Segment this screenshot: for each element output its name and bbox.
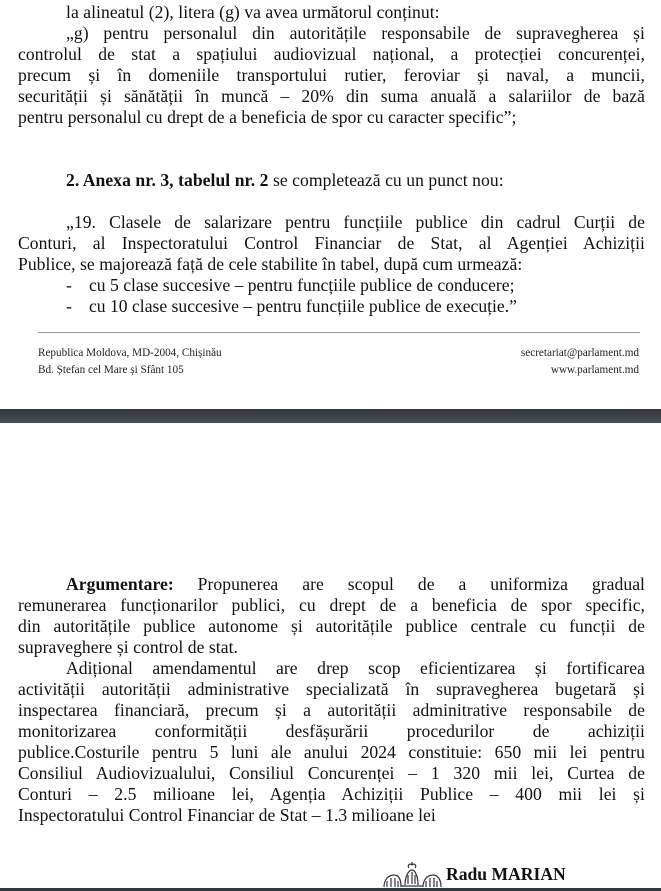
point-19-paragraph	[18, 212, 645, 275]
quote-g-line: pentru personalul cu drept de a beneficia de spor cu caracter specific”;	[18, 107, 517, 127]
section-2-heading-bold: 2. Anexa nr. 3, tabelul nr. 2	[66, 170, 269, 190]
argument-line: remunerarea funcționarilor publici, cu drept de a beneficia de spor specific,	[18, 595, 645, 615]
footer-address	[38, 345, 222, 379]
quote-g-paragraph	[18, 23, 645, 128]
footer-website-link[interactable]: www.parlament.md	[550, 364, 639, 376]
section-2-heading-rest: se completează cu un punct nou:	[268, 170, 504, 190]
page-separator	[0, 409, 661, 423]
argument-label: Argumentare:	[66, 574, 174, 594]
additional-line: inspectarea financiară, precum și a autorității adminitrative responsabile de	[18, 700, 645, 720]
signature-icon	[381, 862, 443, 888]
argument-line: supraveghere și control de stat.	[18, 637, 238, 657]
list-item	[66, 275, 515, 296]
additional-line: publice.Costurile pentru 5 luni ale anului 2024 constituie: 650 mii lei pentru	[18, 742, 645, 762]
list-item	[66, 296, 517, 317]
footer-address-line-1: Republica Moldova, MD-2004, Chișinău	[38, 347, 222, 359]
footer-address-line-2: Bd. Ștefan cel Mare și Sfânt 105	[38, 364, 184, 376]
list-item-text: cu 10 clase succesive – pentru funcțiile publice de execuție.”	[89, 296, 517, 316]
additional-line: Adițional amendamentul are drep scop eficientizarea și fortificarea	[66, 658, 645, 678]
point-19-line: Publice, se majorează față de cele stabilite în tabel, după cum urmează:	[18, 254, 523, 274]
list-dash: -	[66, 275, 72, 295]
additional-line: monitorizarea conformității desfășurării procedurilor de achiziții	[18, 721, 645, 741]
signatory-name: Radu MARIAN	[446, 864, 566, 884]
quote-g-line: securității și sănătății în muncă – 20% din suma anuală a salariilor de bază	[18, 86, 645, 106]
quote-g-line: „g) pentru personalul din autoritățile responsabile de supravegherea și	[66, 23, 645, 43]
footer-contact	[521, 345, 639, 379]
list-item-text: cu 5 clase succesive – pentru funcțiile publice de conducere;	[89, 275, 515, 295]
section-2-heading	[18, 170, 645, 191]
point-19-line: „19. Clasele de salarizare pentru funcțiile publice din cadrul Curții de	[66, 212, 645, 232]
intro-line: la alineatul (2), litera (g) va avea următorul conținut:	[66, 2, 440, 22]
footer-rule	[38, 332, 640, 333]
list-dash: -	[66, 296, 72, 316]
quote-g-line: precum și în domeniile transportului rutier, feroviar și naval, a muncii,	[18, 65, 645, 85]
additional-line: Conturi – 2.5 milioane lei, Agenția Achiziții Publice – 400 mii lei și	[18, 784, 645, 804]
argument-line-text: Propunerea are scopul de a uniformiza gradual	[173, 574, 645, 594]
argument-line	[18, 574, 645, 595]
footer-email-link[interactable]: secretariat@parlament.md	[520, 347, 639, 359]
additional-line: Inspectoratului Control Financiar de Stat – 1.3 milioane lei	[18, 805, 436, 825]
argument-line: din autoritățile publice autonome și autoritățile publice centrale cu funcții de	[18, 616, 645, 636]
point-19-line: Conturi, al Inspectoratului Control Financiar de Stat, al Agenției Achiziții	[18, 233, 645, 253]
intro-paragraph	[18, 2, 645, 23]
argument-paragraph	[18, 574, 645, 658]
additional-line: Consiliul Audiovizualului, Consiliul Concurenței – 1 320 mii lei, Curtea de	[18, 763, 645, 783]
additional-paragraph	[18, 658, 645, 826]
section-2-heading-line	[18, 170, 645, 191]
quote-g-line: controlul de stat a spațiului audiovizual național, a protecției concurenței,	[18, 44, 645, 64]
additional-line: activității autorității administrative specializată în supravegherea bugetară și	[18, 679, 645, 699]
